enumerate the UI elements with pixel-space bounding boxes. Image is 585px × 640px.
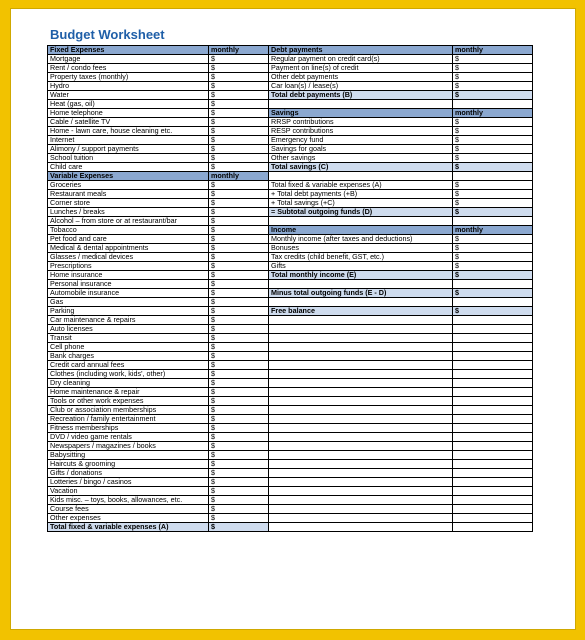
line-item-label: Pet food and care — [48, 235, 209, 244]
table-row — [48, 109, 533, 118]
line-item-label: Alimony / support payments — [48, 145, 209, 154]
line-item-label: + Total savings (+C) — [269, 199, 453, 208]
line-item-amount[interactable]: $ — [209, 100, 269, 109]
right-empty-label — [269, 487, 453, 496]
total-label: Free balance — [269, 307, 453, 316]
line-item-label: Automobile insurance — [48, 289, 209, 298]
section-header-monthly: monthly — [453, 109, 533, 118]
right-empty-label — [269, 433, 453, 442]
line-item-label: Restaurant meals — [48, 190, 209, 199]
right-empty-value — [453, 487, 533, 496]
right-empty-value — [453, 505, 533, 514]
line-item-amount[interactable]: $ — [453, 253, 533, 262]
line-item-amount[interactable]: $ — [453, 235, 533, 244]
line-item-label: Auto licenses — [48, 325, 209, 334]
table-row — [48, 451, 533, 460]
right-empty-value — [453, 424, 533, 433]
line-item-amount[interactable]: $ — [209, 460, 269, 469]
total-amount[interactable]: $ — [453, 163, 533, 172]
line-item-label: Lunches / breaks — [48, 208, 209, 217]
total-amount[interactable]: $ — [453, 271, 533, 280]
line-item-label: RESP contributions — [269, 127, 453, 136]
table-row — [48, 64, 533, 73]
total-label: Total monthly income (E) — [269, 271, 453, 280]
line-item-amount[interactable]: $ — [209, 208, 269, 217]
line-item-amount[interactable]: $ — [209, 280, 269, 289]
line-item-label: Hydro — [48, 82, 209, 91]
line-item-amount[interactable]: $ — [209, 289, 269, 298]
page-title: Budget Worksheet — [50, 27, 165, 42]
line-item-amount[interactable]: $ — [209, 136, 269, 145]
section-header-monthly: monthly — [209, 46, 269, 55]
table-row — [48, 442, 533, 451]
section-header-monthly: monthly — [209, 172, 269, 181]
blank-row-value — [453, 217, 533, 226]
right-empty-label — [269, 505, 453, 514]
line-item-amount[interactable]: $ — [209, 316, 269, 325]
right-empty-value — [453, 316, 533, 325]
line-item-amount[interactable]: $ — [453, 154, 533, 163]
right-empty-label — [269, 361, 453, 370]
line-item-amount[interactable]: $ — [209, 244, 269, 253]
line-item-amount[interactable]: $ — [209, 487, 269, 496]
table-row — [48, 235, 533, 244]
right-empty-label — [269, 424, 453, 433]
line-item-label: Monthly income (after taxes and deductions) — [269, 235, 453, 244]
table-row — [48, 433, 533, 442]
line-item-label: Home insurance — [48, 271, 209, 280]
blank-row-label — [269, 100, 453, 109]
total-label: Total savings (C) — [269, 163, 453, 172]
line-item-amount[interactable]: $ — [209, 190, 269, 199]
total-label: Total debt payments (B) — [269, 91, 453, 100]
line-item-label: Clothes (including work, kids', other) — [48, 370, 209, 379]
line-item-label: Tools or other work expenses — [48, 397, 209, 406]
right-empty-value — [453, 343, 533, 352]
line-item-label: Corner store — [48, 199, 209, 208]
right-empty-value — [453, 451, 533, 460]
section-header: Debt payments — [269, 46, 453, 55]
table-row — [48, 505, 533, 514]
right-empty-value — [453, 325, 533, 334]
line-item-label: Total fixed & variable expenses (A) — [269, 181, 453, 190]
table-row — [48, 397, 533, 406]
table-row — [48, 154, 533, 163]
line-item-amount[interactable]: $ — [209, 370, 269, 379]
table-row — [48, 172, 533, 181]
section-header: Fixed Expenses — [48, 46, 209, 55]
line-item-amount[interactable]: $ — [209, 199, 269, 208]
line-item-amount[interactable]: $ — [209, 379, 269, 388]
line-item-label: Payment on line(s) of credit — [269, 64, 453, 73]
line-item-amount[interactable]: $ — [209, 469, 269, 478]
table-row — [48, 208, 533, 217]
total-amount[interactable]: $ — [453, 91, 533, 100]
table-row — [48, 424, 533, 433]
line-item-amount[interactable]: $ — [209, 325, 269, 334]
table-row — [48, 190, 533, 199]
table-row — [48, 289, 533, 298]
line-item-label: Course fees — [48, 505, 209, 514]
table-row — [48, 379, 533, 388]
line-item-amount[interactable]: $ — [209, 451, 269, 460]
table-row — [48, 271, 533, 280]
line-item-label: Home maintenance & repair — [48, 388, 209, 397]
right-empty-label — [269, 514, 453, 523]
right-empty-label — [269, 451, 453, 460]
blank-row-label — [269, 172, 453, 181]
table-row — [48, 136, 533, 145]
table-row — [48, 325, 533, 334]
right-empty-label — [269, 334, 453, 343]
line-item-amount[interactable]: $ — [209, 514, 269, 523]
table-row — [48, 163, 533, 172]
line-item-label: Other debt payments — [269, 73, 453, 82]
line-item-label: Cell phone — [48, 343, 209, 352]
total-amount[interactable]: $ — [453, 307, 533, 316]
line-item-amount[interactable]: $ — [453, 244, 533, 253]
table-row — [48, 253, 533, 262]
line-item-label: + Total debt payments (+B) — [269, 190, 453, 199]
line-item-amount[interactable]: $ — [209, 118, 269, 127]
line-item-label: Home telephone — [48, 109, 209, 118]
right-empty-value — [453, 523, 533, 532]
line-item-label: Fitness memberships — [48, 424, 209, 433]
table-row — [48, 280, 533, 289]
right-empty-label — [269, 352, 453, 361]
line-item-label: Alcohol – from store or at restaurant/bar — [48, 217, 209, 226]
line-item-amount[interactable]: $ — [453, 199, 533, 208]
line-item-label: Gifts — [269, 262, 453, 271]
section-header-monthly: monthly — [453, 46, 533, 55]
line-item-amount[interactable]: $ — [453, 55, 533, 64]
line-item-label: Regular payment on credit card(s) — [269, 55, 453, 64]
line-item-label: Savings for goals — [269, 145, 453, 154]
line-item-label: Tax credits (child benefit, GST, etc.) — [269, 253, 453, 262]
blank-row-value — [453, 280, 533, 289]
right-empty-value — [453, 397, 533, 406]
table-row — [48, 334, 533, 343]
right-empty-label — [269, 370, 453, 379]
right-empty-value — [453, 352, 533, 361]
table-row — [48, 496, 533, 505]
line-item-amount[interactable]: $ — [209, 388, 269, 397]
blank-row-label — [269, 280, 453, 289]
table-row — [48, 217, 533, 226]
line-item-amount[interactable]: $ — [209, 262, 269, 271]
total-amount[interactable]: $ — [209, 523, 269, 532]
right-empty-label — [269, 397, 453, 406]
budget-table — [47, 45, 533, 532]
line-item-label: Bank charges — [48, 352, 209, 361]
line-item-amount[interactable]: $ — [209, 91, 269, 100]
line-item-amount[interactable]: $ — [209, 82, 269, 91]
line-item-label: Car loan(s) / lease(s) — [269, 82, 453, 91]
table-row — [48, 343, 533, 352]
line-item-amount[interactable]: $ — [209, 127, 269, 136]
table-row — [48, 127, 533, 136]
line-item-amount[interactable]: $ — [209, 217, 269, 226]
line-item-label: Personal insurance — [48, 280, 209, 289]
table-row — [48, 55, 533, 64]
line-item-amount[interactable]: $ — [209, 478, 269, 487]
table-row — [48, 352, 533, 361]
line-item-amount[interactable]: $ — [209, 235, 269, 244]
line-item-label: Kids misc. – toys, books, allowances, etc. — [48, 496, 209, 505]
line-item-label: DVD / video game rentals — [48, 433, 209, 442]
right-empty-label — [269, 415, 453, 424]
line-item-amount[interactable]: $ — [453, 127, 533, 136]
right-empty-label — [269, 325, 453, 334]
line-item-amount[interactable]: $ — [453, 190, 533, 199]
line-item-label: Other savings — [269, 154, 453, 163]
line-item-amount[interactable]: $ — [209, 298, 269, 307]
table-row — [48, 73, 533, 82]
line-item-amount[interactable]: $ — [209, 496, 269, 505]
line-item-label: Prescriptions — [48, 262, 209, 271]
line-item-amount[interactable]: $ — [209, 406, 269, 415]
section-header: Variable Expenses — [48, 172, 209, 181]
right-empty-value — [453, 334, 533, 343]
right-empty-label — [269, 496, 453, 505]
table-row — [48, 406, 533, 415]
line-item-amount[interactable]: $ — [209, 397, 269, 406]
table-row — [48, 262, 533, 271]
line-item-amount[interactable]: $ — [453, 145, 533, 154]
right-empty-value — [453, 379, 533, 388]
line-item-amount[interactable]: $ — [209, 433, 269, 442]
table-row — [48, 478, 533, 487]
table-row — [48, 469, 533, 478]
total-amount[interactable]: $ — [453, 208, 533, 217]
line-item-amount[interactable]: $ — [209, 253, 269, 262]
line-item-label: Child care — [48, 163, 209, 172]
right-empty-label — [269, 469, 453, 478]
section-header-monthly: monthly — [453, 226, 533, 235]
right-empty-label — [269, 388, 453, 397]
line-item-label: Parking — [48, 307, 209, 316]
right-empty-value — [453, 370, 533, 379]
line-item-amount[interactable]: $ — [209, 415, 269, 424]
right-empty-value — [453, 469, 533, 478]
right-empty-value — [453, 433, 533, 442]
table-row — [48, 226, 533, 235]
line-item-amount[interactable]: $ — [453, 64, 533, 73]
right-empty-label — [269, 379, 453, 388]
line-item-label: Mortgage — [48, 55, 209, 64]
line-item-amount[interactable]: $ — [209, 505, 269, 514]
line-item-label: RRSP contributions — [269, 118, 453, 127]
line-item-amount[interactable]: $ — [209, 145, 269, 154]
line-item-amount[interactable]: $ — [209, 181, 269, 190]
line-item-label: Car maintenance & repairs — [48, 316, 209, 325]
blank-row-label — [269, 298, 453, 307]
line-item-amount[interactable]: $ — [209, 307, 269, 316]
line-item-amount[interactable]: $ — [453, 82, 533, 91]
line-item-amount[interactable]: $ — [209, 361, 269, 370]
right-empty-value — [453, 496, 533, 505]
line-item-label: Recreation / family entertainment — [48, 415, 209, 424]
blank-row-value — [453, 172, 533, 181]
table-row — [48, 316, 533, 325]
line-item-label: Medical & dental appointments — [48, 244, 209, 253]
line-item-label: Club or association memberships — [48, 406, 209, 415]
table-row — [48, 523, 533, 532]
line-item-amount[interactable]: $ — [209, 226, 269, 235]
right-empty-label — [269, 316, 453, 325]
line-item-label: School tuition — [48, 154, 209, 163]
total-label: = Subtotal outgoing funds (D) — [269, 208, 453, 217]
right-empty-label — [269, 406, 453, 415]
line-item-label: Cable / satellite TV — [48, 118, 209, 127]
table-row — [48, 298, 533, 307]
right-empty-label — [269, 460, 453, 469]
table-row — [48, 82, 533, 91]
line-item-label: Dry cleaning — [48, 379, 209, 388]
line-item-amount[interactable]: $ — [209, 64, 269, 73]
table-row — [48, 181, 533, 190]
line-item-label: Water — [48, 91, 209, 100]
table-row — [48, 361, 533, 370]
blank-row-label — [269, 217, 453, 226]
line-item-label: Haircuts & grooming — [48, 460, 209, 469]
line-item-label: Vacation — [48, 487, 209, 496]
line-item-amount[interactable]: $ — [453, 262, 533, 271]
right-empty-value — [453, 514, 533, 523]
table-row — [48, 415, 533, 424]
line-item-label: Heat (gas, oil) — [48, 100, 209, 109]
line-item-label: Credit card annual fees — [48, 361, 209, 370]
table-row — [48, 487, 533, 496]
line-item-amount[interactable]: $ — [209, 271, 269, 280]
table-row — [48, 307, 533, 316]
line-item-amount[interactable]: $ — [209, 55, 269, 64]
line-item-amount[interactable]: $ — [209, 442, 269, 451]
line-item-amount[interactable]: $ — [209, 73, 269, 82]
line-item-amount[interactable]: $ — [209, 154, 269, 163]
line-item-label: Other expenses — [48, 514, 209, 523]
line-item-label: Emergency fund — [269, 136, 453, 145]
table-row — [48, 370, 533, 379]
line-item-label: Glasses / medical devices — [48, 253, 209, 262]
right-empty-value — [453, 442, 533, 451]
right-empty-label — [269, 442, 453, 451]
line-item-amount[interactable]: $ — [453, 136, 533, 145]
table-row — [48, 460, 533, 469]
line-item-label: Transit — [48, 334, 209, 343]
table-row — [48, 118, 533, 127]
line-item-amount[interactable]: $ — [209, 109, 269, 118]
line-item-amount[interactable]: $ — [453, 118, 533, 127]
right-empty-label — [269, 343, 453, 352]
line-item-label: Tobacco — [48, 226, 209, 235]
line-item-label: Rent / condo fees — [48, 64, 209, 73]
right-empty-value — [453, 406, 533, 415]
right-empty-value — [453, 388, 533, 397]
line-item-amount[interactable]: $ — [209, 343, 269, 352]
line-item-label: Bonuses — [269, 244, 453, 253]
line-item-amount[interactable]: $ — [209, 334, 269, 343]
right-empty-label — [269, 523, 453, 532]
line-item-label: Newspapers / magazines / books — [48, 442, 209, 451]
line-item-label: Babysitting — [48, 451, 209, 460]
line-item-label: Property taxes (monthly) — [48, 73, 209, 82]
line-item-amount[interactable]: $ — [209, 352, 269, 361]
line-item-amount[interactable]: $ — [453, 73, 533, 82]
line-item-label: Gas — [48, 298, 209, 307]
table-row — [48, 514, 533, 523]
line-item-amount[interactable]: $ — [209, 424, 269, 433]
total-label: Total fixed & variable expenses (A) — [48, 523, 209, 532]
table-row — [48, 145, 533, 154]
line-item-label: Home - lawn care, house cleaning etc. — [48, 127, 209, 136]
line-item-amount[interactable]: $ — [453, 181, 533, 190]
table-row — [48, 388, 533, 397]
blank-row-value — [453, 298, 533, 307]
total-label: Minus total outgoing funds (E - D) — [269, 289, 453, 298]
table-row — [48, 100, 533, 109]
right-empty-label — [269, 478, 453, 487]
section-header: Income — [269, 226, 453, 235]
table-row — [48, 91, 533, 100]
right-empty-value — [453, 460, 533, 469]
line-item-label: Gifts / donations — [48, 469, 209, 478]
blank-row-value — [453, 100, 533, 109]
right-empty-value — [453, 361, 533, 370]
section-header: Savings — [269, 109, 453, 118]
table-row — [48, 244, 533, 253]
table-row — [48, 46, 533, 55]
line-item-label: Internet — [48, 136, 209, 145]
right-empty-value — [453, 478, 533, 487]
line-item-label: Lotteries / bingo / casinos — [48, 478, 209, 487]
table-row — [48, 199, 533, 208]
right-empty-value — [453, 415, 533, 424]
line-item-label: Groceries — [48, 181, 209, 190]
line-item-amount[interactable]: $ — [209, 163, 269, 172]
total-amount[interactable]: $ — [453, 289, 533, 298]
